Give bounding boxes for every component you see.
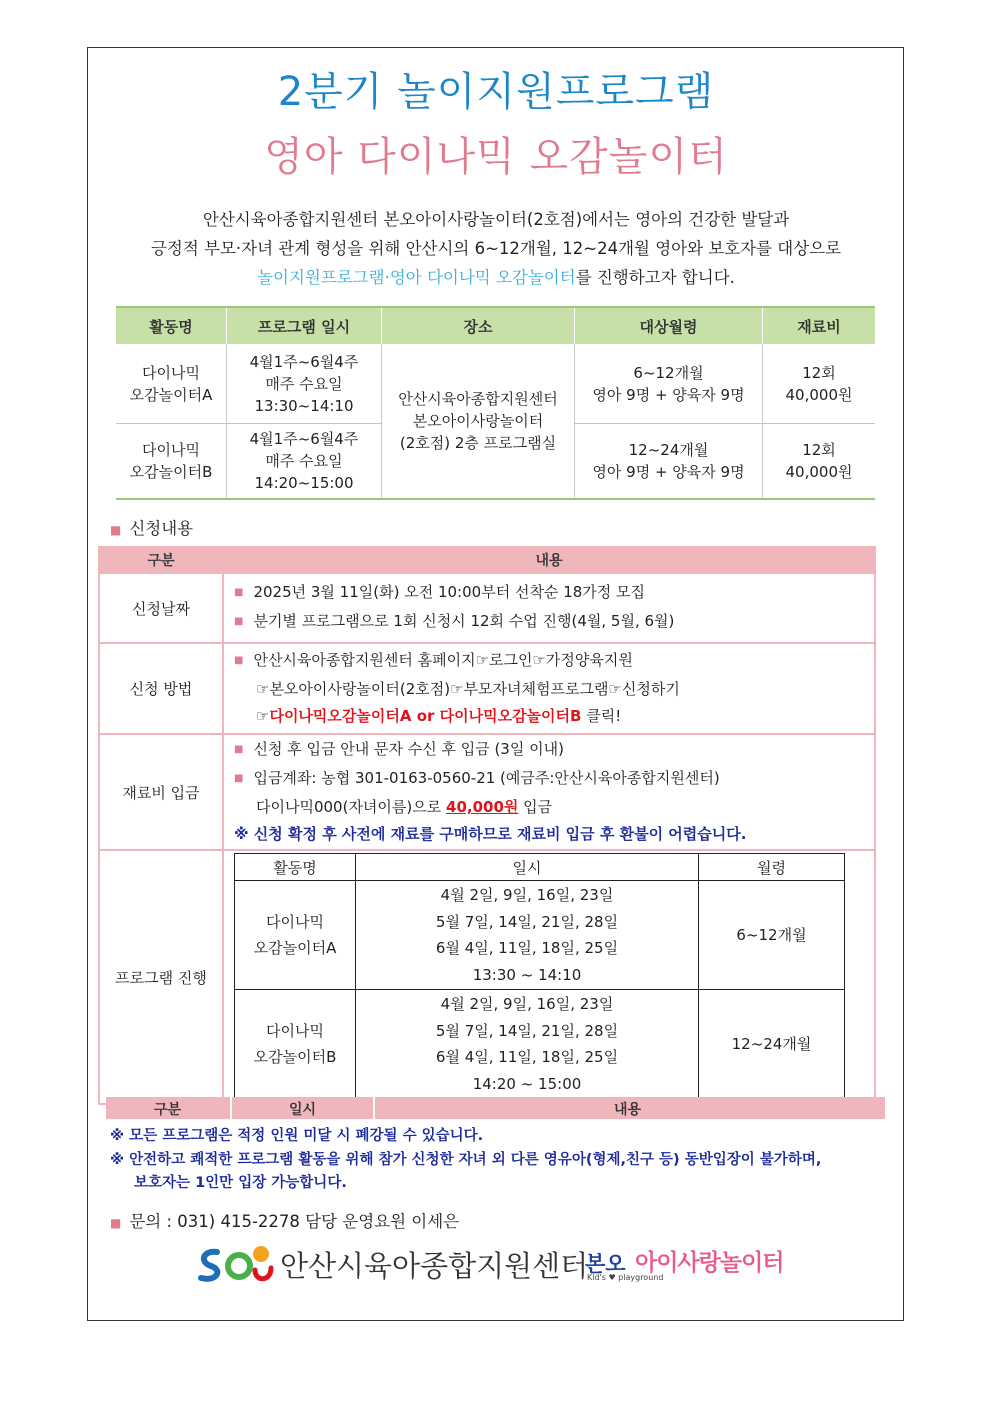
intro-line-2: 긍정적 부모·자녀 관계 형성을 위해 안산시의 6~12개월, 12~24개월 영아와 보호자를 대상으로: [150, 239, 842, 258]
fee-amount: 40,000원: [446, 798, 519, 816]
page-title: 2분기 놀이지원프로그램: [277, 69, 715, 115]
col-header: 장소: [382, 307, 575, 344]
table-row: [99, 734, 875, 850]
bar-divider: [230, 1097, 232, 1119]
notice-item: 보호자는 1인만 입장 가능합니다.: [134, 1175, 347, 1191]
program-link-text[interactable]: 다이나믹오감놀이터A or 다이나믹오감놀이터B: [269, 707, 582, 725]
col-header: 일시: [356, 854, 699, 881]
page-subtitle: 영아 다이나믹 오감놀이터: [264, 134, 728, 180]
program-place: 안산시육아종합지원센터 본오아이사랑놀이터 (2호점) 2층 프로그램실: [382, 344, 575, 499]
row-content: [223, 643, 875, 734]
row-content: [223, 734, 875, 850]
target-age: 12~24개월: [699, 990, 845, 1099]
col-header: 재료비: [763, 307, 876, 344]
notice-list: [110, 1125, 821, 1196]
square-bullet-icon: ■: [234, 655, 244, 666]
col-header: 구분: [99, 547, 223, 573]
center-name: 안산시육아종합지원센터: [280, 1249, 589, 1283]
program-date: 4월1주~6월4주 매주 수요일 14:20~15:00: [227, 424, 382, 500]
col-header: 내용: [223, 547, 875, 573]
notice-item: ※ 모든 프로그램은 적정 인원 미달 시 폐강될 수 있습니다.: [110, 1128, 484, 1144]
square-bullet-icon: ■: [234, 773, 244, 784]
logo-playground: 아이사랑놀이터: [635, 1250, 784, 1276]
logo-sub: Kid's ♥ playground: [587, 1273, 664, 1282]
table-row: [235, 990, 845, 1099]
target-age: 6~12개월 영아 9명 + 양육자 9명: [575, 344, 763, 424]
row-label: 신청날짜: [99, 573, 223, 643]
square-bullet-icon: ■: [110, 1216, 122, 1230]
square-bullet-icon: ■: [234, 744, 244, 755]
activity-name: 다이나믹 오감놀이터B: [116, 424, 227, 500]
logo-bono: 본오: [585, 1252, 626, 1276]
table-row: [99, 643, 875, 734]
activity-name: 다이나믹 오감놀이터A: [116, 344, 227, 424]
intro-text: [100, 205, 892, 292]
intro-line-3-rest: 를 진행하고자 합니다.: [575, 268, 735, 287]
row-label: 신청 방법: [99, 643, 223, 734]
row-label: 프로그램 진행: [99, 850, 223, 1104]
program-date: 4월1주~6월4주 매주 수요일 13:30~14:10: [227, 344, 382, 424]
square-bullet-icon: ■: [110, 523, 122, 537]
activity-name: 다이나믹 오감놀이터B: [235, 990, 356, 1099]
bar-label: 구분: [154, 1102, 182, 1118]
schedule-table: [234, 853, 845, 1099]
program-table-header: [116, 307, 875, 344]
table-row: [235, 881, 845, 990]
list-item: ■ 신청 후 입금 안내 문자 수신 후 입금 (3일 이내): [234, 740, 564, 758]
bottom-header-bar: [106, 1097, 885, 1119]
schedule-dates: 4월 2일, 9일, 16일, 23일 5월 7일, 14일, 21일, 28일 6월 4일, 11일, 18일, 25일 13:30 ~ 14:10: [356, 881, 699, 990]
intro-line-3: [100, 263, 892, 292]
col-header: 대상월령: [575, 307, 763, 344]
target-age: 12~24개월 영아 9명 + 양육자 9명: [575, 424, 763, 500]
square-bullet-icon: ■: [234, 587, 244, 598]
material-fee: 12회 40,000원: [763, 344, 876, 424]
schedule-dates: 4월 2일, 9일, 16일, 23일 5월 7일, 14일, 21일, 28일 6월 4일, 11일, 18일, 25일 14:20 ~ 15:00: [356, 990, 699, 1099]
schedule-header: [235, 854, 845, 881]
target-age: 6~12개월: [699, 881, 845, 990]
col-header: 프로그램 일시: [227, 307, 382, 344]
list-item: ■ 분기별 프로그램으로 1회 신청시 12회 수업 진행(4월, 5월, 6월): [234, 612, 675, 630]
bar-label: 내용: [614, 1102, 642, 1118]
section-heading: ■ 신청내용: [110, 519, 194, 538]
application-table-header: [99, 547, 875, 573]
deposit-line: 다이나믹000(자녀이름)으로 40,000원 입금: [256, 798, 553, 816]
method-step-line: ☞본오아이사랑놀이터(2호점)☞부모자녀체험프로그램☞신청하기: [256, 680, 680, 698]
table-row: [99, 573, 875, 643]
col-header: 활동명: [116, 307, 227, 344]
activity-name: 다이나믹 오감놀이터A: [235, 881, 356, 990]
square-bullet-icon: ■: [234, 616, 244, 627]
program-table: [116, 306, 875, 500]
notice-item: ※ 안전하고 쾌적한 프로그램 활동을 위해 참가 신청한 자녀 외 다른 영유아(형제,친구 등) 동반입장이 불가하며,: [110, 1151, 822, 1168]
row-label: 재료비 입금: [99, 734, 223, 850]
material-fee: 12회 40,000원: [763, 424, 876, 500]
center-logo: [195, 1240, 805, 1286]
refund-notice: ※ 신청 확정 후 사전에 재료를 구매하므로 재료비 입금 후 환불이 어렵습니다.: [234, 825, 747, 843]
contact-info: ■ 문의 : 031) 415-2278 담당 운영요원 이세은: [110, 1212, 460, 1231]
table-row: [116, 344, 875, 424]
row-content: [223, 573, 875, 643]
intro-highlight: 놀이지원프로그램·영아 다이나믹 오감놀이터: [257, 268, 576, 287]
application-table: [98, 546, 876, 1105]
list-item: ■ 2025년 3월 11일(화) 오전 10:00부터 선착순 18가정 모집: [234, 583, 646, 601]
bar-label: 일시: [289, 1102, 317, 1118]
table-row: [99, 850, 875, 1104]
row-content: [223, 850, 875, 1104]
col-header: 월령: [699, 854, 845, 881]
list-item: ■ 입금계좌: 농협 301-0163-0560-21 (예금주:안산시육아종합지원센터): [234, 769, 720, 787]
intro-line-1: 안산시육아종합지원센터 본오아이사랑놀이터(2호점)에서는 영아의 건강한 발달과: [202, 210, 790, 229]
col-header: 활동명: [235, 854, 356, 881]
list-item: ■ 안산시육아종합지원센터 홈페이지☞로그인☞가정양육지원: [234, 651, 633, 669]
method-step-line: ☞다이나믹오감놀이터A or 다이나믹오감놀이터B 클릭!: [256, 707, 622, 725]
bar-divider: [373, 1097, 375, 1119]
